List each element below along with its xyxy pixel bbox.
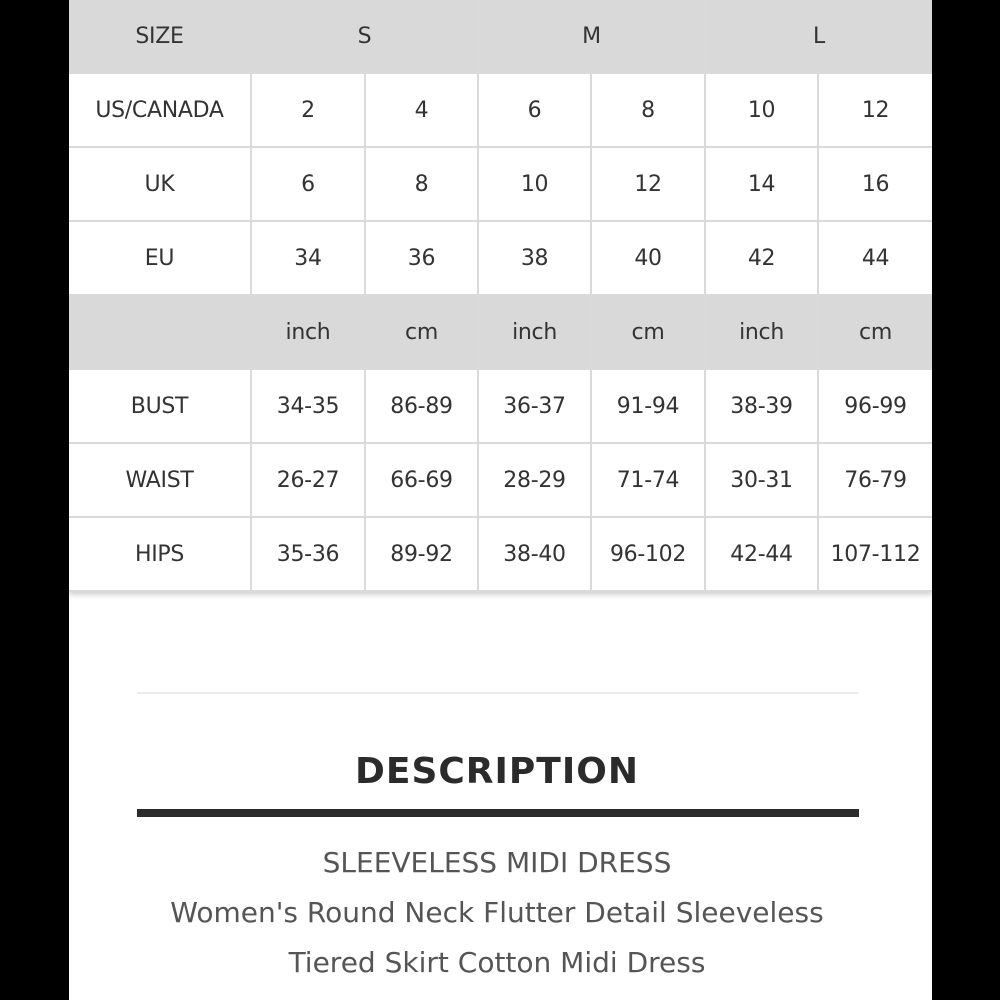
units-header-blank [69, 295, 251, 369]
table-cell: 42-44 [705, 517, 818, 591]
row-label: US/CANADA [69, 73, 251, 147]
table-cell: 38-40 [478, 517, 591, 591]
size-header-label: SIZE [69, 0, 251, 73]
table-cell: 10 [478, 147, 591, 221]
table-cell: 91-94 [591, 369, 705, 443]
table-cell: 86-89 [365, 369, 478, 443]
measurement-row-waist [69, 443, 932, 517]
size-chart-table [69, 0, 932, 592]
description-text [69, 838, 925, 988]
conversion-row-uk [69, 147, 932, 221]
size-group-l: L [705, 0, 932, 73]
unit-label: inch [478, 295, 591, 369]
table-cell: 66-69 [365, 443, 478, 517]
table-cell: 26-27 [251, 443, 365, 517]
row-label: BUST [69, 369, 251, 443]
table-cell: 96-102 [591, 517, 705, 591]
table-cell: 10 [705, 73, 818, 147]
row-label: HIPS [69, 517, 251, 591]
heading-underline [137, 809, 859, 817]
unit-label: inch [251, 295, 365, 369]
table-cell: 14 [705, 147, 818, 221]
table-cell: 40 [591, 221, 705, 295]
table-cell: 36-37 [478, 369, 591, 443]
description-line: Women's Round Neck Flutter Detail Sleeveless [170, 896, 824, 929]
table-cell: 28-29 [478, 443, 591, 517]
table-cell: 107-112 [818, 517, 932, 591]
conversion-row-us-canada [69, 73, 932, 147]
table-cell: 42 [705, 221, 818, 295]
unit-label: cm [591, 295, 705, 369]
unit-label: cm [365, 295, 478, 369]
description-line: SLEEVELESS MIDI DRESS [322, 846, 672, 879]
table-cell: 35-36 [251, 517, 365, 591]
table-cell: 30-31 [705, 443, 818, 517]
product-page-panel [69, 0, 932, 1000]
row-label: UK [69, 147, 251, 221]
table-cell: 89-92 [365, 517, 478, 591]
table-cell: 36 [365, 221, 478, 295]
row-label: EU [69, 221, 251, 295]
table-cell: 12 [591, 147, 705, 221]
row-label: WAIST [69, 443, 251, 517]
table-cell: 4 [365, 73, 478, 147]
table-cell: 8 [591, 73, 705, 147]
conversion-row-eu [69, 221, 932, 295]
measurement-row-hips [69, 517, 932, 591]
table-cell: 34-35 [251, 369, 365, 443]
table-cell: 16 [818, 147, 932, 221]
table-cell: 2 [251, 73, 365, 147]
table-cell: 12 [818, 73, 932, 147]
unit-label: inch [705, 295, 818, 369]
size-group-m: M [478, 0, 705, 73]
table-cell: 6 [478, 73, 591, 147]
section-divider [137, 692, 859, 694]
table-cell: 34 [251, 221, 365, 295]
size-header-row [69, 0, 932, 73]
table-cell: 6 [251, 147, 365, 221]
measurement-row-bust [69, 369, 932, 443]
table-cell: 71-74 [591, 443, 705, 517]
table-cell: 76-79 [818, 443, 932, 517]
table-cell: 96-99 [818, 369, 932, 443]
size-group-s: S [251, 0, 478, 73]
table-cell: 8 [365, 147, 478, 221]
table-cell: 44 [818, 221, 932, 295]
description-heading: DESCRIPTION [354, 751, 639, 792]
description-line: Tiered Skirt Cotton Midi Dress [288, 946, 706, 979]
table-cell: 38 [478, 221, 591, 295]
unit-label: cm [818, 295, 932, 369]
table-cell: 38-39 [705, 369, 818, 443]
units-header-row [69, 295, 932, 369]
